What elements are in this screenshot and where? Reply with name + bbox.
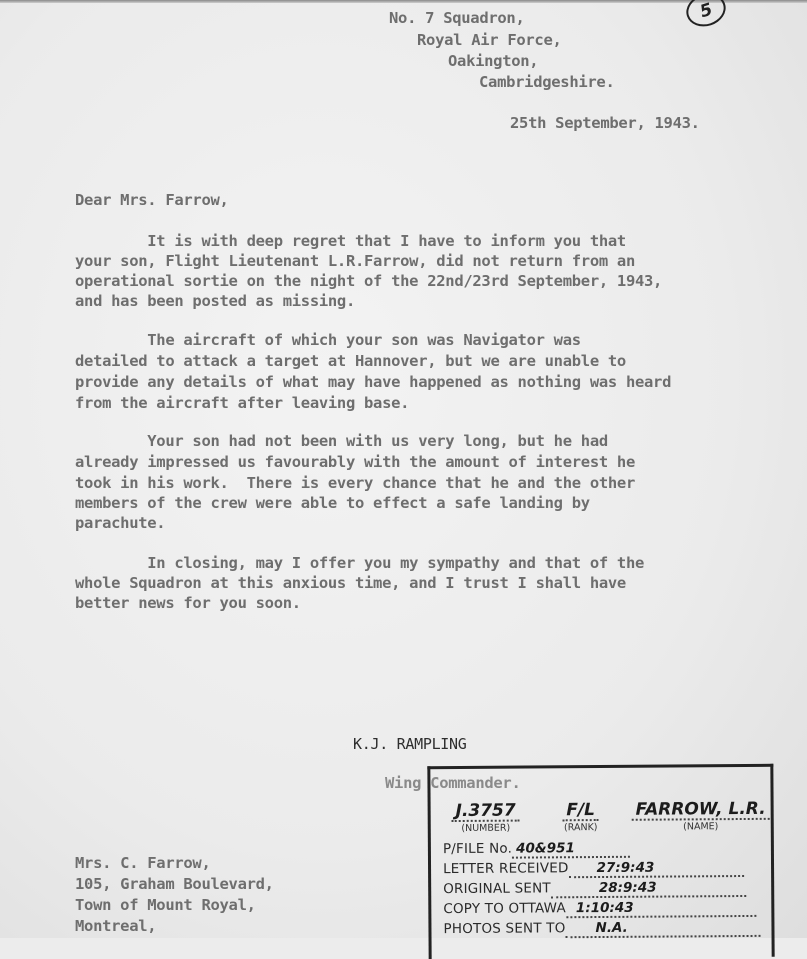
- stamp-row-label: LETTER RECEIVED: [442, 860, 569, 878]
- records-stamp: [427, 764, 774, 959]
- page-top-edge: [0, 0, 807, 3]
- stamp-row-label: COPY TO OTTAWA: [443, 900, 566, 918]
- paragraph-line: members of the crew were able to effect a safe landing by: [75, 494, 590, 512]
- stamp-row-value: 1:10:43: [566, 899, 756, 918]
- paragraph-line: The aircraft of which your son was Navigator was: [75, 331, 581, 349]
- stamp-number-caption: (NUMBER): [461, 822, 511, 834]
- signature-title: Wing Commander.: [385, 774, 521, 792]
- sender-line-raf: Royal Air Force,: [417, 31, 562, 49]
- paragraph-line: better news for you soon.: [75, 594, 301, 612]
- paragraph-line: It is with deep regret that I have to inform you that: [75, 232, 626, 250]
- stamp-row-original-sent: [443, 879, 746, 899]
- recipient-line-name: Mrs. C. Farrow,: [75, 854, 211, 872]
- stamp-rank-field: [541, 800, 621, 834]
- stamp-name-value: FARROW, L.R.: [632, 800, 770, 821]
- stamp-row-value: 27:9:43: [569, 859, 744, 878]
- paragraph-line: already impressed us favourably with the amount of interest he: [75, 453, 635, 471]
- letter-date: 25th September, 1943.: [510, 114, 700, 132]
- paragraph-line: and has been posted as missing.: [75, 292, 355, 310]
- sender-line-county: Cambridgeshire.: [479, 73, 615, 91]
- salutation: Dear Mrs. Farrow,: [75, 191, 229, 209]
- stamp-row-photos-sent: [443, 919, 760, 939]
- recipient-line-town: Town of Mount Royal,: [75, 896, 256, 914]
- paragraph-line: parachute.: [75, 514, 166, 532]
- stamp-row-letter-received: [443, 859, 744, 879]
- signature-name: K.J. RAMPLING: [353, 735, 467, 753]
- stamp-name-field: [626, 799, 776, 833]
- stamp-row-label: ORIGINAL SENT: [443, 880, 551, 898]
- paragraph-line: whole Squadron at this anxious time, and I trust I shall have: [75, 574, 626, 592]
- recipient-line-street: 105, Graham Boulevard,: [75, 875, 274, 893]
- stamp-rank-value: F/L: [562, 801, 599, 821]
- handwritten-page-number: 5: [682, 0, 730, 31]
- stamp-rank-caption: (RANK): [563, 822, 598, 834]
- stamp-number-value: J.3757: [452, 802, 520, 822]
- paragraph-line: your son, Flight Lieutenant L.R.Farrow, did not return from an: [75, 252, 635, 270]
- paragraph-line: In closing, may I offer you my sympathy and that of the: [75, 554, 645, 572]
- stamp-row-label: P/FILE No.: [442, 840, 513, 858]
- paragraph-line: from the aircraft after leaving base.: [75, 394, 410, 412]
- stamp-row-value: 28:9:43: [551, 879, 746, 898]
- paragraph-line: took in his work. There is every chance that he and the other: [75, 474, 635, 492]
- paragraph-line: provide any details of what may have happened as nothing was heard: [75, 373, 672, 391]
- stamp-row-value: 40&951: [512, 840, 630, 859]
- recipient-line-city: Montreal,: [75, 917, 157, 935]
- paragraph-line: Your son had not been with us very long, but he had: [75, 432, 608, 450]
- stamp-row-value: N.A.: [565, 919, 760, 938]
- stamp-number-field: [441, 800, 531, 834]
- stamp-row-label: PHOTOS SENT TO: [443, 920, 566, 938]
- stamp-row-copy-to-ottawa: [443, 899, 756, 919]
- stamp-row-pfile: [443, 840, 630, 859]
- stamp-identity-line: [441, 799, 771, 837]
- paragraph-line: detailed to attack a target at Hannover, but we are unable to: [75, 352, 626, 370]
- sender-line-squadron: No. 7 Squadron,: [389, 9, 525, 27]
- sender-line-station: Oakington,: [448, 52, 539, 70]
- stamp-name-caption: (NAME): [683, 821, 719, 833]
- paragraph-line: operational sortie on the night of the 22nd/23rd September, 1943,: [75, 272, 663, 290]
